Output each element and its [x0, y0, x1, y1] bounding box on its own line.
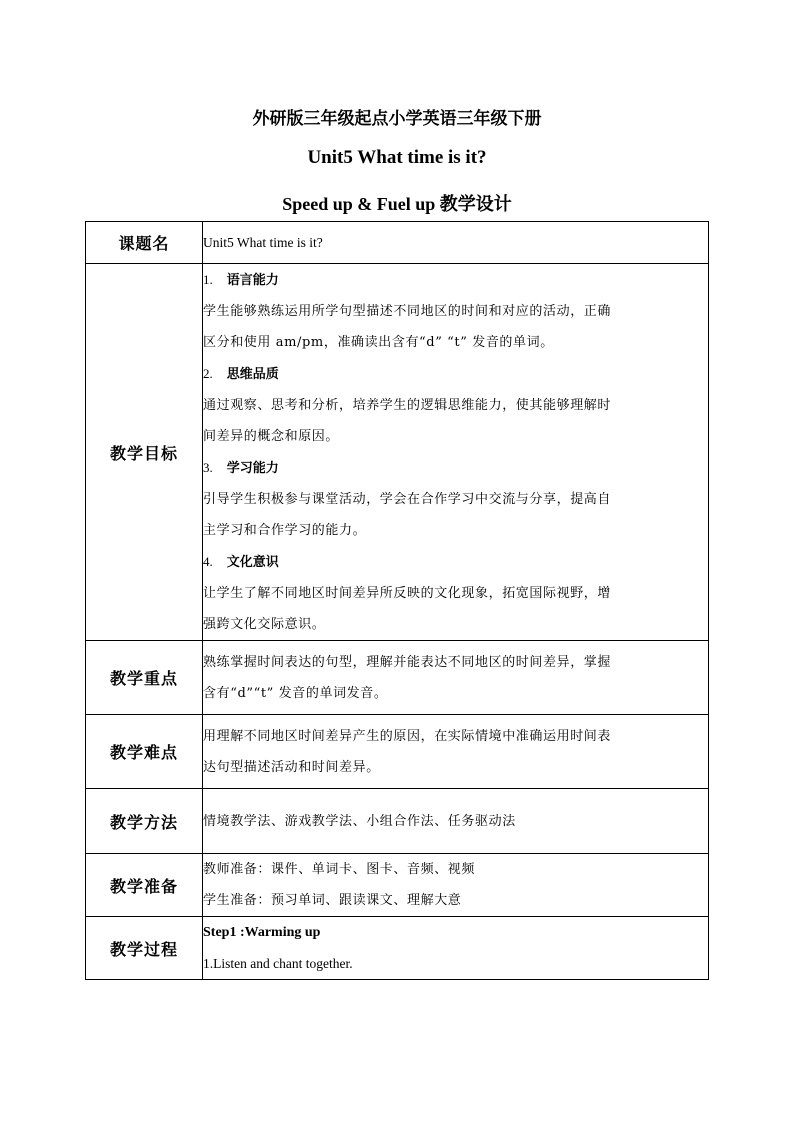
table-row-difficulties [86, 715, 709, 789]
unit-title: Unit5 What time is it? [307, 147, 487, 168]
table-row-preparation [86, 854, 709, 917]
objective-heading [203, 358, 708, 390]
key-points-label: 教学重点 [86, 641, 203, 715]
step-item: 1.Listen and chant together. [203, 956, 353, 971]
table-row-topic [86, 222, 709, 264]
objective-line: 学生能够熟练运用所学句型描述不同地区的时间和对应的活动，正确 [203, 304, 612, 319]
objective-number: 1. [203, 272, 213, 287]
objective-line: 通过观察、思考和分析，培养学生的逻辑思维能力，使其能够理解时 [203, 398, 612, 413]
objective-number: 4. [203, 554, 213, 569]
difficulties-line: 用理解不同地区时间差异产生的原因，在实际情境中准确运用时间表 [203, 728, 612, 744]
difficulties-label: 教学难点 [86, 715, 203, 789]
objective-heading [203, 264, 708, 296]
table-row-objectives [86, 264, 709, 641]
preparation-label: 教学准备 [86, 854, 203, 917]
difficulties-cell [203, 715, 709, 789]
objective-heading-text: 文化意识 [226, 555, 279, 570]
objective-line: 主学习和合作学习的能力。 [203, 523, 367, 538]
table-row-key-points [86, 641, 709, 715]
objective-line: 区分和使用 am/pm，准确读出含有“d” “t” 发音的单词。 [203, 335, 554, 350]
key-points-cell [203, 641, 709, 715]
objective-heading-text: 思维品质 [226, 367, 279, 382]
topic-value-cell [203, 222, 709, 264]
objective-heading-text: 学习能力 [226, 461, 279, 476]
process-label: 教学过程 [86, 917, 203, 980]
methods-label: 教学方法 [86, 789, 203, 854]
teacher-preparation: 教师准备：课件、单词卡、图卡、音频、视频 [203, 862, 476, 877]
lesson-title: Speed up & Fuel up 教学设计 [282, 194, 512, 214]
objective-heading [203, 546, 708, 578]
topic-label: 课题名 [86, 222, 203, 264]
difficulties-line: 达句型描述活动和时间差异。 [203, 759, 380, 775]
objective-line: 间差异的概念和原因。 [203, 429, 340, 444]
key-points-line: 熟练掌握时间表达的句型，理解并能表达不同地区的时间差异，掌握 [203, 654, 612, 670]
topic-value: Unit5 What time is it? [203, 235, 323, 250]
lesson-plan-table [85, 221, 709, 980]
process-cell [203, 917, 709, 980]
objective-heading-text: 语言能力 [226, 273, 279, 288]
objective-line: 引导学生积极参与课堂活动，学会在合作学习中交流与分享，提高自 [203, 492, 612, 507]
student-preparation: 学生准备：预习单词、跟读课文、理解大意 [203, 893, 462, 908]
step-title: Step1 :Warming up [203, 925, 321, 940]
methods-cell [203, 789, 709, 854]
objectives-cell [203, 264, 709, 641]
key-points-line: 含有“d”“t” 发音的单词发音。 [203, 685, 388, 701]
methods-value: 情境教学法、游戏教学法、小组合作法、任务驱动法 [203, 813, 516, 829]
preparation-cell [203, 854, 709, 917]
objective-number: 3. [203, 460, 213, 475]
table-row-methods [86, 789, 709, 854]
table-row-process [86, 917, 709, 980]
objective-line: 让学生了解不同地区时间差异所反映的文化现象，拓宽国际视野，增 [203, 586, 612, 601]
objective-heading [203, 452, 708, 484]
objective-line: 强跨文化交际意识。 [203, 617, 326, 632]
document-title: 外研版三年级起点小学英语三年级下册 [252, 109, 542, 129]
objective-number: 2. [203, 366, 213, 381]
objectives-label: 教学目标 [86, 264, 203, 641]
